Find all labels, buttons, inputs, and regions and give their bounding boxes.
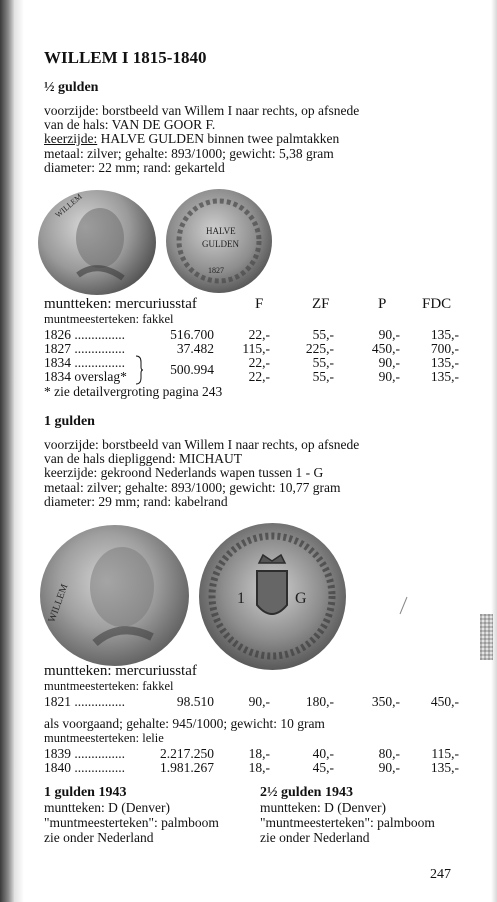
one-gulden-mint-mark: muntteken: mercuriusstaf (44, 663, 197, 679)
half-gulden-obverse-line1: voorzijde: borstbeeld van Willem I naar rechts, op afsnede (44, 103, 360, 118)
grade-header-zf: ZF (312, 296, 330, 312)
grade-header-fdc: FDC (422, 296, 452, 312)
svg-text:1: 1 (237, 590, 245, 607)
row-p: 350,- (371, 694, 400, 709)
row-f: 18,- (248, 746, 270, 761)
one-gulden-variant: als voorgaand; gehalte: 945/1000; gewicht: 10 gram (44, 716, 325, 731)
row-f: 22,- (248, 327, 270, 342)
row-p: 90,- (378, 327, 400, 342)
row-p: 90,- (378, 355, 400, 370)
half-gulden-mint-mark: muntteken: mercuriusstaf (44, 296, 197, 312)
one-gulden-metal: metaal: zilver; gehalte: 893/1000; gewicht: 10,77 gram (44, 480, 341, 495)
half-gulden-reverse-photo (166, 189, 272, 293)
half-gulden-metal: metaal: zilver; gehalte: 893/1000; gewicht: 5,38 gram (44, 146, 334, 161)
page-gutter-shadow (0, 0, 14, 902)
row-f: 90,- (248, 694, 270, 709)
half-gulden-diameter: diameter: 22 mm; rand: gekarteld (44, 160, 225, 175)
svg-text:G: G (295, 590, 307, 607)
row-year: 1840 ............... (44, 760, 125, 775)
row-mintage: 37.482 (176, 341, 214, 356)
grade-header-f: F (255, 296, 264, 312)
one-gulden-obverse-line1: voorzijde: borstbeeld van Willem I naar rechts, op afsnede (44, 437, 360, 452)
coin-legend-text: WILLEM (46, 582, 71, 625)
row-p: 80,- (378, 746, 400, 761)
one-gulden-master-mark: muntmeesterteken: fakkel (44, 679, 174, 693)
bottom-right-line2: "muntmeesterteken": palmboom (260, 815, 435, 830)
row-p: 450,- (371, 341, 400, 356)
row-fdc: 135,- (430, 760, 459, 775)
page-number: 247 (430, 867, 451, 882)
bottom-left-title: 1 gulden 1943 (44, 785, 127, 800)
row-f: 18,- (248, 760, 270, 775)
row-zf: 55,- (312, 355, 334, 370)
row-zf: 55,- (312, 327, 334, 342)
one-gulden-variant-mark: muntmeesterteken: lelie (44, 731, 164, 745)
bottom-right-line3: zie onder Nederland (260, 830, 370, 845)
row-fdc: 135,- (430, 369, 459, 384)
row-fdc: 135,- (430, 327, 459, 342)
row-year: 1826 ............... (44, 327, 125, 342)
bottom-right-title: 2½ gulden 1943 (260, 785, 353, 800)
row-fdc: 700,- (430, 341, 459, 356)
row-zf: 180,- (305, 694, 334, 709)
row-p: 90,- (378, 369, 400, 384)
row-mintage: 516.700 (170, 327, 214, 342)
row-f: 115,- (242, 341, 270, 356)
shared-mintage-1834: 500.994 (170, 362, 214, 377)
one-gulden-diameter: diameter: 29 mm; rand: kabelrand (44, 494, 228, 509)
half-gulden-title: ½ gulden (44, 80, 99, 95)
section-title: WILLEM I 1815-1840 (44, 48, 207, 67)
one-gulden-obverse-photo (40, 525, 189, 666)
bottom-right-line1: muntteken: D (Denver) (260, 800, 386, 815)
half-gulden-obverse-line2: van de hals: VAN DE GOOR F. (44, 117, 216, 132)
svg-text:HALVE: HALVE (206, 226, 236, 236)
one-gulden-title: 1 gulden (44, 414, 95, 429)
row-zf: 55,- (312, 369, 334, 384)
half-gulden-footnote: * zie detailvergroting pagina 243 (44, 384, 223, 399)
row-fdc: 135,- (430, 355, 459, 370)
svg-text:GULDEN: GULDEN (202, 239, 239, 249)
row-year: 1839 ............... (44, 746, 125, 761)
row-year: 1827 ............... (44, 341, 125, 356)
one-gulden-reverse-photo (199, 523, 346, 670)
row-mintage: 2.217.250 (160, 746, 214, 761)
row-year: 1821 ............... (44, 694, 125, 709)
bottom-left-line3: zie onder Nederland (44, 830, 154, 845)
row-fdc: 450,- (430, 694, 459, 709)
bottom-left-line1: muntteken: D (Denver) (44, 800, 170, 815)
row-f: 22,- (248, 369, 270, 384)
half-gulden-reverse (44, 131, 339, 146)
portrait-icon (38, 190, 156, 295)
row-year: 1834 ............... (44, 355, 125, 370)
page-right-edge (491, 0, 497, 902)
one-gulden-obverse-line2: van de hals diepliggend: MICHAUT (44, 451, 242, 466)
half-gulden-obverse-photo (38, 190, 156, 295)
svg-text:1827: 1827 (208, 266, 224, 275)
page-gutter-fade (14, 0, 24, 902)
half-gulden-master-mark: muntmeesterteken: fakkel (44, 312, 174, 326)
row-year: 1834 overslag* (44, 369, 127, 384)
palm-wreath-icon (166, 189, 272, 293)
scan-mark (398, 596, 408, 616)
row-zf: 45,- (312, 760, 334, 775)
page-thumb-index (480, 614, 493, 660)
bottom-left-line2: "muntmeesterteken": palmboom (44, 815, 219, 830)
bracket-icon (134, 355, 144, 385)
row-zf: 225,- (305, 341, 334, 356)
row-mintage: 98.510 (176, 694, 214, 709)
row-fdc: 115,- (431, 746, 459, 761)
reverse-label: keerzijde: (44, 131, 98, 146)
row-f: 22,- (248, 355, 270, 370)
portrait-icon (40, 525, 189, 666)
row-zf: 40,- (312, 746, 334, 761)
coat-of-arms-icon (199, 523, 346, 670)
row-mintage: 1.981.267 (160, 760, 214, 775)
one-gulden-reverse: keerzijde: gekroond Nederlands wapen tussen 1 - G (44, 465, 324, 480)
reverse-text: HALVE GULDEN binnen twee palmtakken (97, 131, 340, 146)
grade-header-p: P (378, 296, 387, 312)
coin-legend-text: WILLEM (53, 192, 84, 220)
row-p: 90,- (378, 760, 400, 775)
